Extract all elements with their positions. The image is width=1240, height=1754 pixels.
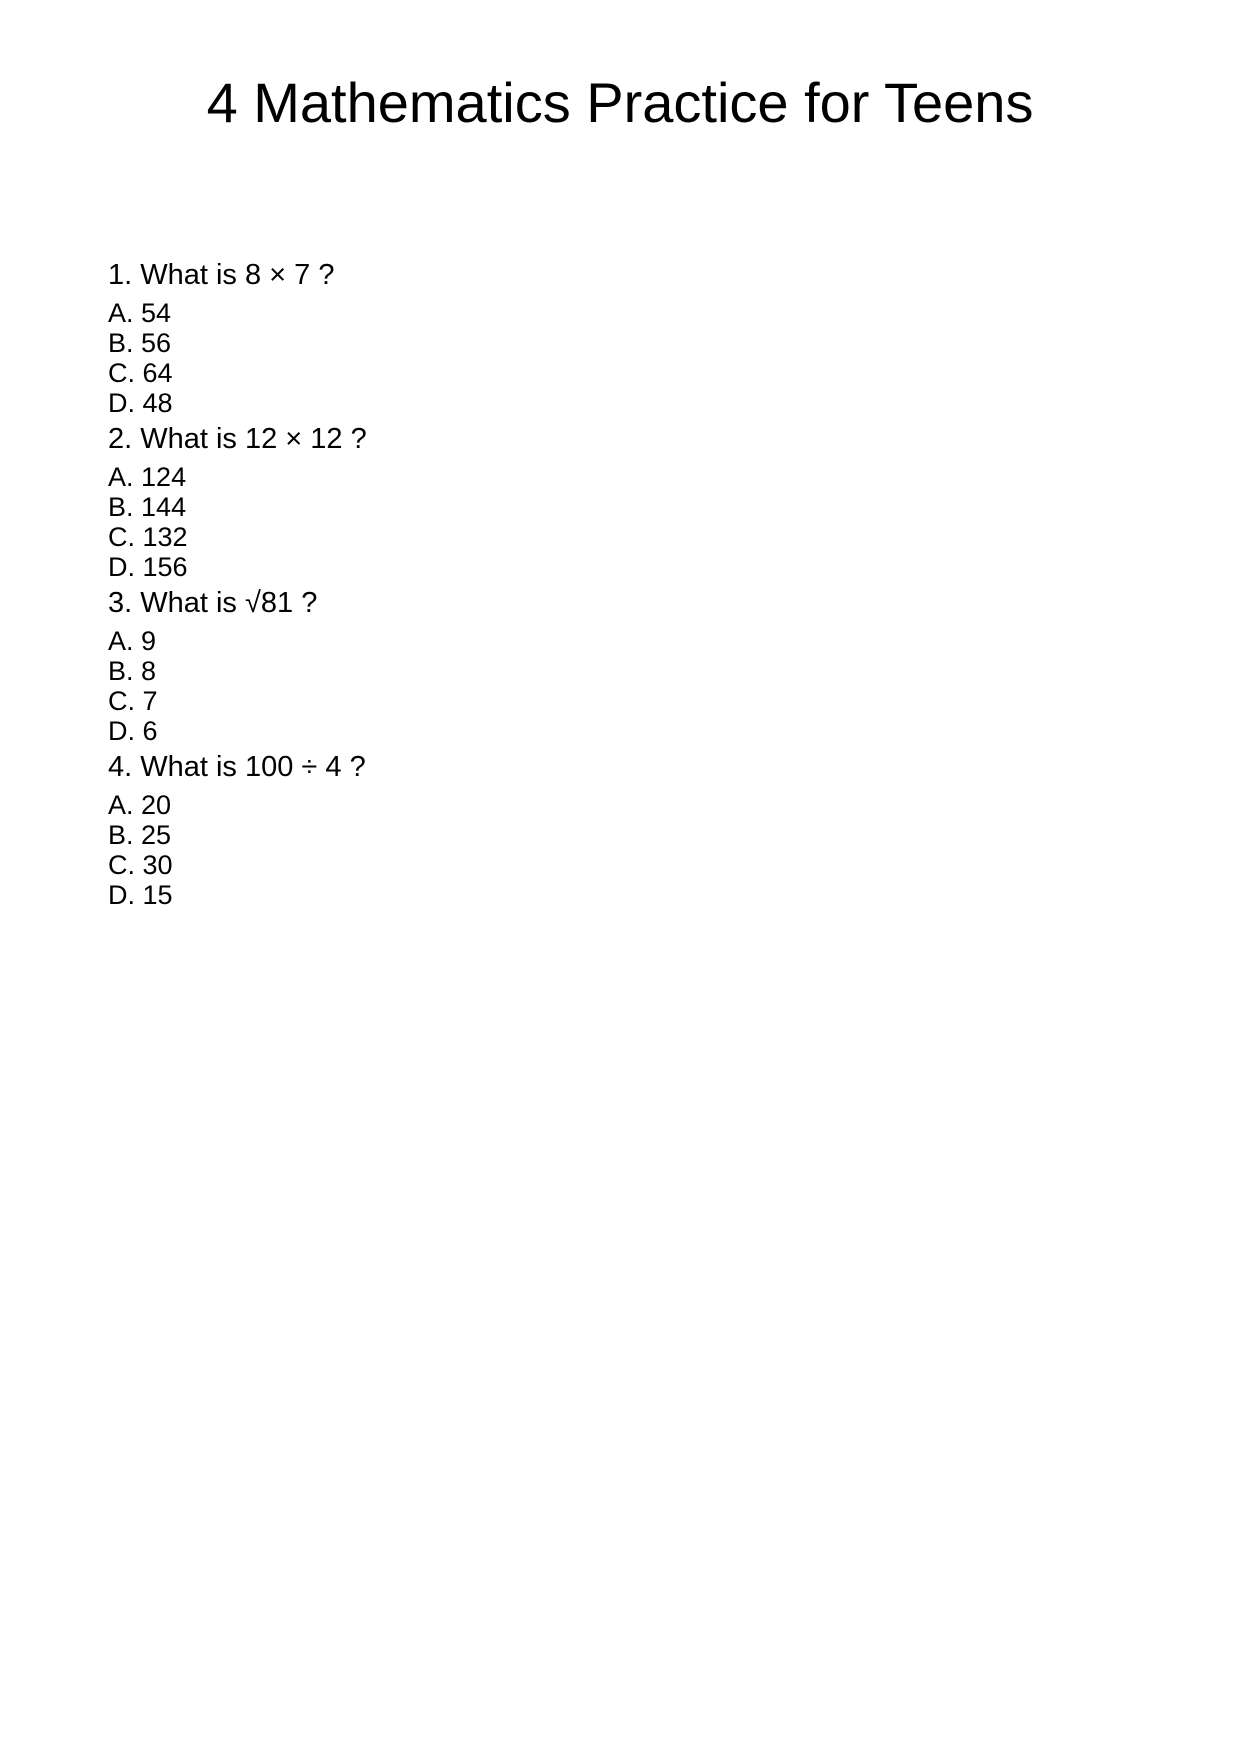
option-value: 54 xyxy=(141,298,172,328)
question-body: What is 100 ÷ 4 ? xyxy=(140,751,366,783)
question-body: What is 8 × 7 ? xyxy=(140,259,335,291)
option-label: B. xyxy=(108,656,134,686)
question-block xyxy=(108,750,1240,910)
option-label: B. xyxy=(108,328,134,358)
question-text xyxy=(108,750,1240,785)
option-value: 124 xyxy=(141,462,187,492)
option xyxy=(108,462,1240,492)
option-label: C. xyxy=(108,850,135,880)
option-label: B. xyxy=(108,492,134,522)
question-text xyxy=(108,422,1240,457)
option-label: D. xyxy=(108,716,135,746)
option-label: B. xyxy=(108,820,134,850)
option-label: D. xyxy=(108,388,135,418)
option-value: 6 xyxy=(142,716,158,746)
question-block xyxy=(108,422,1240,582)
option-value: 132 xyxy=(142,522,188,552)
option-label: C. xyxy=(108,358,135,388)
question-text xyxy=(108,258,1240,293)
question-body: What is √81 ? xyxy=(140,587,318,619)
option-value: 15 xyxy=(142,880,173,910)
option-label: D. xyxy=(108,552,135,582)
question-body: What is 12 × 12 ? xyxy=(140,423,367,455)
option xyxy=(108,656,1240,686)
option-value: 8 xyxy=(141,656,157,686)
option xyxy=(108,686,1240,716)
option xyxy=(108,626,1240,656)
question-number: 3. xyxy=(108,587,133,619)
option-value: 48 xyxy=(142,388,173,418)
question-number: 2. xyxy=(108,423,133,455)
page-title: 4 Mathematics Practice for Teens xyxy=(206,71,1034,134)
option xyxy=(108,880,1240,910)
option xyxy=(108,850,1240,880)
option xyxy=(108,388,1240,418)
option-value: 9 xyxy=(141,626,157,656)
option xyxy=(108,492,1240,522)
option xyxy=(108,298,1240,328)
option-label: C. xyxy=(108,686,135,716)
option-value: 7 xyxy=(142,686,158,716)
option xyxy=(108,790,1240,820)
question-block xyxy=(108,258,1240,418)
option-value: 56 xyxy=(141,328,172,358)
option xyxy=(108,820,1240,850)
option-value: 64 xyxy=(142,358,173,388)
option xyxy=(108,328,1240,358)
option-value: 30 xyxy=(142,850,173,880)
question-text xyxy=(108,586,1240,621)
option xyxy=(108,358,1240,388)
option xyxy=(108,552,1240,582)
option-value: 20 xyxy=(141,790,172,820)
option-label: D. xyxy=(108,880,135,910)
question-list xyxy=(0,258,1240,910)
option-value: 156 xyxy=(142,552,188,582)
option-label: A. xyxy=(108,626,134,656)
option-label: A. xyxy=(108,462,134,492)
option-value: 25 xyxy=(141,820,172,850)
option xyxy=(108,716,1240,746)
option-value: 144 xyxy=(141,492,187,522)
question-number: 4. xyxy=(108,751,133,783)
option-label: A. xyxy=(108,790,134,820)
question-block xyxy=(108,586,1240,746)
option-label: C. xyxy=(108,522,135,552)
question-number: 1. xyxy=(108,259,133,291)
option xyxy=(108,522,1240,552)
option-label: A. xyxy=(108,298,134,328)
